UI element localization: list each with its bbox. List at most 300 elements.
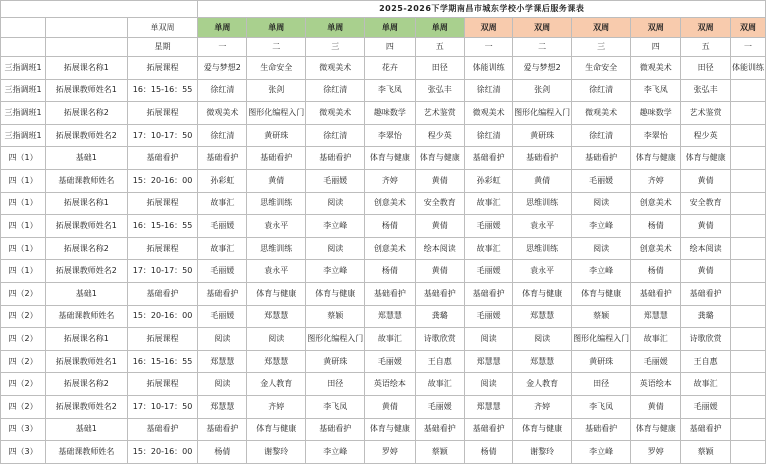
tail-cell[interactable] (730, 395, 765, 418)
single-week-cell[interactable]: 谢黎玲 (247, 441, 306, 464)
single-week-cell[interactable]: 艺术鉴赏 (415, 102, 465, 125)
double-week-cell[interactable]: 郑慧慧 (465, 395, 513, 418)
single-week-cell[interactable]: 微观美术 (306, 57, 365, 80)
single-week-cell[interactable]: 黄倩 (415, 260, 465, 283)
double-week-cell[interactable]: 郑慧慧 (631, 305, 681, 328)
double-week-cell[interactable]: 蔡颖 (572, 305, 631, 328)
single-week-cell[interactable]: 体育与健康 (247, 418, 306, 441)
class-cell[interactable]: 四（2） (1, 395, 46, 418)
double-week-cell[interactable]: 创意美术 (631, 192, 681, 215)
single-week-cell[interactable]: 绘本阅读 (415, 237, 465, 260)
double-week-cell[interactable]: 诗歌欣赏 (681, 328, 731, 351)
single-week-cell[interactable]: 毛丽媛 (365, 350, 415, 373)
single-week-cell[interactable]: 创意美术 (365, 237, 415, 260)
class-cell[interactable]: 四（1） (1, 169, 46, 192)
single-week-cell[interactable]: 故事汇 (198, 237, 247, 260)
double-week-cell[interactable]: 杨倩 (465, 441, 513, 464)
double-week-cell[interactable]: 体育与健康 (572, 282, 631, 305)
single-week-cell[interactable]: 王自惠 (415, 350, 465, 373)
item-cell[interactable]: 拓展课名称2 (46, 237, 127, 260)
single-week-cell[interactable]: 基础看护 (306, 418, 365, 441)
single-week-cell[interactable]: 基础看护 (415, 418, 465, 441)
single-week-cell[interactable]: 杨倩 (365, 215, 415, 238)
double-week-cell[interactable]: 郑慧慧 (465, 350, 513, 373)
single-week-cell[interactable]: 徐红清 (306, 124, 365, 147)
tail-cell[interactable] (730, 350, 765, 373)
double-week-cell[interactable]: 微观美术 (572, 102, 631, 125)
time-cell[interactable]: 拓展课程 (127, 373, 198, 396)
weekday-header[interactable]: 一 (465, 38, 513, 57)
double-week-cell[interactable]: 黄倩 (681, 215, 731, 238)
table-row (1, 79, 766, 102)
time-cell[interactable]: 17：10-17：50 (127, 124, 198, 147)
double-week-header[interactable]: 双周 (465, 18, 513, 38)
double-week-cell[interactable]: 体育与健康 (513, 418, 572, 441)
double-week-cell[interactable]: 生命安全 (572, 57, 631, 80)
double-week-cell[interactable]: 故事汇 (465, 237, 513, 260)
single-week-cell[interactable]: 阅读 (306, 237, 365, 260)
double-week-cell[interactable]: 故事汇 (465, 192, 513, 215)
item-cell[interactable]: 拓展课名称1 (46, 328, 127, 351)
single-week-cell[interactable]: 孙彩虹 (198, 169, 247, 192)
double-week-cell[interactable]: 创意美术 (631, 237, 681, 260)
double-week-cell[interactable]: 毛丽媛 (681, 395, 731, 418)
single-week-cell[interactable]: 图形化编程入门 (247, 102, 306, 125)
class-cell[interactable]: 四（2） (1, 350, 46, 373)
double-week-cell[interactable]: 张剑 (513, 79, 572, 102)
table-row (1, 237, 766, 260)
single-week-cell[interactable]: 郑慧慧 (198, 350, 247, 373)
header-blank-class[interactable] (1, 18, 46, 38)
double-week-cell[interactable]: 郑慧慧 (513, 350, 572, 373)
single-week-cell[interactable]: 毛丽媛 (415, 395, 465, 418)
double-week-cell[interactable]: 爱与梦想2 (513, 57, 572, 80)
single-week-cell[interactable]: 黄研珠 (306, 350, 365, 373)
class-cell[interactable]: 四（3） (1, 418, 46, 441)
double-week-cell[interactable]: 龚璐 (681, 305, 731, 328)
weekday-header[interactable]: 三 (572, 38, 631, 57)
double-week-cell[interactable]: 基础看护 (465, 147, 513, 170)
item-cell[interactable]: 基础课教师姓名 (46, 441, 127, 464)
double-week-cell[interactable]: 袁永平 (513, 260, 572, 283)
tail-cell[interactable] (730, 124, 765, 147)
single-week-cell[interactable]: 故事汇 (365, 328, 415, 351)
class-cell[interactable]: 四（1） (1, 215, 46, 238)
class-cell[interactable]: 四（2） (1, 305, 46, 328)
table-row (1, 328, 766, 351)
single-week-cell[interactable]: 趣味数学 (365, 102, 415, 125)
item-cell[interactable]: 基础1 (46, 147, 127, 170)
double-week-cell[interactable]: 黄倩 (631, 395, 681, 418)
single-week-cell[interactable]: 杨倩 (365, 260, 415, 283)
double-week-cell[interactable]: 齐婷 (631, 169, 681, 192)
single-week-cell[interactable]: 黄倩 (415, 169, 465, 192)
single-week-cell[interactable]: 袁永平 (247, 260, 306, 283)
single-week-cell[interactable]: 黄倩 (365, 395, 415, 418)
double-week-cell[interactable]: 基础看护 (572, 418, 631, 441)
single-week-cell[interactable]: 阅读 (198, 373, 247, 396)
double-week-cell[interactable]: 微观美术 (631, 57, 681, 80)
item-cell[interactable]: 拓展课名称2 (46, 373, 127, 396)
double-week-cell[interactable]: 徐红清 (465, 124, 513, 147)
tail-cell[interactable] (730, 282, 765, 305)
double-week-cell[interactable]: 孙彩虹 (465, 169, 513, 192)
time-cell[interactable]: 基础看护 (127, 282, 198, 305)
item-cell[interactable]: 基础课教师姓名 (46, 169, 127, 192)
single-week-cell[interactable]: 毛丽媛 (198, 215, 247, 238)
time-cell[interactable]: 拓展课程 (127, 192, 198, 215)
single-week-cell[interactable]: 英语绘本 (365, 373, 415, 396)
single-week-cell[interactable]: 袁永平 (247, 215, 306, 238)
double-week-cell[interactable]: 基础看护 (631, 282, 681, 305)
double-week-cell[interactable]: 田径 (681, 57, 731, 80)
corner-blank (1, 1, 198, 18)
tail-cell[interactable] (730, 102, 765, 125)
double-week-cell[interactable]: 图形化编程入门 (572, 328, 631, 351)
double-week-cell[interactable]: 基础看护 (465, 282, 513, 305)
double-week-cell[interactable]: 思维训练 (513, 192, 572, 215)
header-blank-class-2[interactable] (1, 38, 46, 57)
single-week-cell[interactable]: 徐红清 (306, 79, 365, 102)
double-week-cell[interactable]: 故事汇 (631, 328, 681, 351)
double-week-cell[interactable]: 毛丽媛 (572, 169, 631, 192)
table-row (1, 192, 766, 215)
tail-cell[interactable] (730, 328, 765, 351)
item-cell[interactable]: 拓展课名称1 (46, 192, 127, 215)
double-week-cell[interactable]: 基础看护 (572, 147, 631, 170)
weekday-label[interactable]: 星期 (127, 38, 198, 57)
double-week-cell[interactable]: 杨倩 (631, 260, 681, 283)
single-week-cell[interactable]: 花卉 (365, 57, 415, 80)
single-week-cell[interactable]: 爱与梦想2 (198, 57, 247, 80)
single-week-cell[interactable]: 体育与健康 (365, 418, 415, 441)
header-blank-item-2[interactable] (46, 38, 127, 57)
double-week-cell[interactable]: 绘本阅读 (681, 237, 731, 260)
tail-cell[interactable]: 体能训练 (730, 57, 765, 80)
double-week-header[interactable]: 双周 (572, 18, 631, 38)
class-cell[interactable]: 四（2） (1, 282, 46, 305)
item-cell[interactable]: 拓展课教师姓名2 (46, 260, 127, 283)
double-week-cell[interactable]: 王自惠 (681, 350, 731, 373)
double-week-cell[interactable]: 思维训练 (513, 237, 572, 260)
item-cell[interactable]: 拓展课教师姓名2 (46, 395, 127, 418)
time-cell[interactable]: 拓展课程 (127, 328, 198, 351)
single-week-cell[interactable]: 蔡颖 (415, 441, 465, 464)
double-week-cell[interactable]: 基础看护 (681, 282, 731, 305)
table-row (1, 282, 766, 305)
weekday-header[interactable]: 一 (198, 38, 247, 57)
single-week-cell[interactable]: 毛丽媛 (198, 260, 247, 283)
time-cell[interactable]: 15：20-16：00 (127, 169, 198, 192)
item-cell[interactable]: 拓展课名称1 (46, 57, 127, 80)
single-week-cell[interactable]: 基础看护 (198, 282, 247, 305)
single-week-cell[interactable]: 诗歌欣赏 (415, 328, 465, 351)
double-week-cell[interactable]: 黄倩 (681, 169, 731, 192)
single-week-cell[interactable]: 徐红清 (198, 79, 247, 102)
tail-cell[interactable] (730, 79, 765, 102)
double-week-cell[interactable]: 基础看护 (681, 418, 731, 441)
single-week-cell[interactable]: 龚璐 (415, 305, 465, 328)
item-cell[interactable]: 拓展课教师姓名2 (46, 124, 127, 147)
double-week-cell[interactable]: 微观美术 (465, 102, 513, 125)
single-week-cell[interactable]: 阅读 (306, 192, 365, 215)
double-week-cell[interactable]: 体育与健康 (631, 147, 681, 170)
table-row (1, 57, 766, 80)
double-week-cell[interactable]: 李立峰 (572, 441, 631, 464)
double-week-cell[interactable]: 阅读 (513, 328, 572, 351)
double-week-cell[interactable]: 谢黎玲 (513, 441, 572, 464)
double-week-cell[interactable]: 毛丽媛 (465, 260, 513, 283)
double-week-cell[interactable]: 李飞凤 (572, 395, 631, 418)
single-week-cell[interactable]: 郑慧慧 (247, 305, 306, 328)
single-week-header[interactable]: 单周 (247, 18, 306, 38)
item-cell[interactable]: 拓展课教师姓名1 (46, 215, 127, 238)
single-week-cell[interactable]: 微观美术 (306, 102, 365, 125)
double-week-cell[interactable]: 阅读 (465, 373, 513, 396)
double-week-cell[interactable]: 徐红清 (465, 79, 513, 102)
single-week-cell[interactable]: 金人教育 (247, 373, 306, 396)
double-week-cell[interactable]: 李飞凤 (631, 79, 681, 102)
time-cell[interactable]: 16：15-16：55 (127, 79, 198, 102)
double-week-cell[interactable]: 田径 (572, 373, 631, 396)
weekday-header[interactable]: 二 (247, 38, 306, 57)
class-cell[interactable]: 三指调班1 (1, 79, 46, 102)
double-week-cell[interactable]: 趣味数学 (631, 102, 681, 125)
class-cell[interactable]: 三指调班1 (1, 57, 46, 80)
double-week-cell[interactable]: 体育与健康 (681, 147, 731, 170)
double-week-cell[interactable]: 黄倩 (513, 169, 572, 192)
double-week-cell[interactable]: 阅读 (572, 237, 631, 260)
double-week-header[interactable]: 双周 (513, 18, 572, 38)
tail-cell[interactable] (730, 305, 765, 328)
double-week-cell[interactable]: 罗婷 (631, 441, 681, 464)
single-week-cell[interactable]: 体育与健康 (306, 282, 365, 305)
single-week-cell[interactable]: 基础看护 (415, 282, 465, 305)
class-cell[interactable]: 四（1） (1, 192, 46, 215)
double-week-cell[interactable]: 徐红清 (572, 79, 631, 102)
single-week-cell[interactable]: 黄倩 (247, 169, 306, 192)
table-row (1, 147, 766, 170)
tail-cell[interactable] (730, 260, 765, 283)
double-week-cell[interactable]: 英语绘本 (631, 373, 681, 396)
single-week-cell[interactable]: 田径 (306, 373, 365, 396)
item-cell[interactable]: 基础1 (46, 418, 127, 441)
single-week-cell[interactable]: 李飞凤 (365, 79, 415, 102)
double-week-cell[interactable]: 基础看护 (465, 418, 513, 441)
single-week-cell[interactable]: 基础看护 (247, 147, 306, 170)
single-week-cell[interactable]: 思维训练 (247, 237, 306, 260)
double-week-cell[interactable]: 艺术鉴赏 (681, 102, 731, 125)
single-week-cell[interactable]: 体育与健康 (247, 282, 306, 305)
table-row (1, 395, 766, 418)
tail-cell[interactable] (730, 441, 765, 464)
double-week-cell[interactable]: 黄倩 (681, 260, 731, 283)
single-week-cell[interactable]: 齐婷 (365, 169, 415, 192)
double-week-cell[interactable]: 体育与健康 (631, 418, 681, 441)
double-week-cell[interactable]: 蔡颖 (681, 441, 731, 464)
single-week-cell[interactable]: 张弘丰 (415, 79, 465, 102)
class-cell[interactable]: 四（2） (1, 328, 46, 351)
table-row (1, 169, 766, 192)
single-week-cell[interactable]: 阅读 (198, 328, 247, 351)
double-week-cell[interactable]: 故事汇 (681, 373, 731, 396)
double-week-cell[interactable]: 基础看护 (513, 147, 572, 170)
time-cell[interactable]: 15：20-16：00 (127, 441, 198, 464)
class-cell[interactable]: 四（2） (1, 373, 46, 396)
header-blank-item[interactable] (46, 18, 127, 38)
single-week-cell[interactable]: 杨倩 (198, 441, 247, 464)
single-week-cell[interactable]: 基础看护 (198, 147, 247, 170)
class-cell[interactable]: 三指调班1 (1, 102, 46, 125)
double-week-cell[interactable]: 阅读 (572, 192, 631, 215)
single-week-cell[interactable]: 李立峰 (306, 215, 365, 238)
table-row (1, 350, 766, 373)
class-cell[interactable]: 四（1） (1, 237, 46, 260)
weekday-header[interactable]: 三 (306, 38, 365, 57)
single-week-cell[interactable]: 李立峰 (306, 260, 365, 283)
double-week-cell[interactable]: 郑慧慧 (513, 305, 572, 328)
single-week-cell[interactable]: 程少英 (415, 124, 465, 147)
time-cell[interactable]: 16：15-16：55 (127, 350, 198, 373)
table-row (1, 418, 766, 441)
time-cell[interactable]: 基础看护 (127, 418, 198, 441)
single-week-cell[interactable]: 徐红清 (198, 124, 247, 147)
double-week-cell[interactable]: 体能训练 (465, 57, 513, 80)
time-cell[interactable]: 拓展课程 (127, 102, 198, 125)
time-cell[interactable]: 拓展课程 (127, 57, 198, 80)
single-week-header[interactable]: 单周 (415, 18, 465, 38)
double-week-cell[interactable]: 金人教育 (513, 373, 572, 396)
table-row (1, 441, 766, 464)
time-cell[interactable]: 基础看护 (127, 147, 198, 170)
single-week-cell[interactable]: 阅读 (247, 328, 306, 351)
table-row (1, 305, 766, 328)
tail-cell[interactable] (730, 215, 765, 238)
double-week-cell[interactable]: 毛丽媛 (465, 215, 513, 238)
double-week-header[interactable]: 双周 (730, 18, 765, 38)
tail-cell[interactable] (730, 237, 765, 260)
double-week-cell[interactable]: 程少英 (681, 124, 731, 147)
double-week-cell[interactable]: 李翠怡 (631, 124, 681, 147)
tail-cell[interactable] (730, 373, 765, 396)
single-week-cell[interactable]: 蔡颖 (306, 305, 365, 328)
table-row (1, 124, 766, 147)
single-week-cell[interactable]: 微观美术 (198, 102, 247, 125)
single-week-cell[interactable]: 张剑 (247, 79, 306, 102)
class-cell[interactable]: 四（1） (1, 260, 46, 283)
table-row (1, 215, 766, 238)
item-cell[interactable]: 拓展课名称2 (46, 102, 127, 125)
weekday-header[interactable]: 二 (513, 38, 572, 57)
single-week-cell[interactable]: 齐婷 (247, 395, 306, 418)
double-week-cell[interactable]: 张弘丰 (681, 79, 731, 102)
single-week-cell[interactable]: 郑慧慧 (365, 305, 415, 328)
weekday-header[interactable]: 一 (730, 38, 765, 57)
table-row (1, 373, 766, 396)
single-week-cell[interactable]: 生命安全 (247, 57, 306, 80)
single-week-cell[interactable]: 基础看护 (365, 282, 415, 305)
double-week-cell[interactable]: 徐红清 (572, 124, 631, 147)
double-week-cell[interactable]: 李立峰 (572, 215, 631, 238)
single-week-cell[interactable]: 郑慧慧 (198, 395, 247, 418)
item-cell[interactable]: 拓展课教师姓名1 (46, 79, 127, 102)
single-week-cell[interactable]: 李立峰 (306, 441, 365, 464)
weekday-header[interactable]: 五 (681, 38, 731, 57)
single-week-header[interactable]: 单周 (306, 18, 365, 38)
weekday-header[interactable]: 四 (365, 38, 415, 57)
single-week-cell[interactable]: 故事汇 (198, 192, 247, 215)
double-week-cell[interactable]: 图形化编程入门 (513, 102, 572, 125)
single-week-header[interactable]: 单周 (198, 18, 247, 38)
single-week-cell[interactable]: 基础看护 (306, 147, 365, 170)
double-week-cell[interactable]: 毛丽媛 (465, 305, 513, 328)
single-week-cell[interactable]: 罗婷 (365, 441, 415, 464)
double-week-cell[interactable]: 袁永平 (513, 215, 572, 238)
class-cell[interactable]: 四（1） (1, 147, 46, 170)
single-week-cell[interactable]: 故事汇 (415, 373, 465, 396)
table-row (1, 102, 766, 125)
single-week-cell[interactable]: 体育与健康 (415, 147, 465, 170)
tail-cell[interactable] (730, 192, 765, 215)
table-row (1, 260, 766, 283)
week-type-label[interactable]: 单双周 (127, 18, 198, 38)
single-week-cell[interactable]: 李翠怡 (365, 124, 415, 147)
item-cell[interactable]: 基础1 (46, 282, 127, 305)
single-week-cell[interactable]: 毛丽媛 (306, 169, 365, 192)
double-week-header[interactable]: 双周 (681, 18, 731, 38)
single-week-cell[interactable]: 基础看护 (198, 418, 247, 441)
class-cell[interactable]: 四（3） (1, 441, 46, 464)
single-week-cell[interactable]: 体育与健康 (365, 147, 415, 170)
single-week-cell[interactable]: 田径 (415, 57, 465, 80)
single-week-cell[interactable]: 黄研珠 (247, 124, 306, 147)
double-week-header[interactable]: 双周 (631, 18, 681, 38)
time-cell[interactable]: 16：15-16：55 (127, 215, 198, 238)
single-week-header[interactable]: 单周 (365, 18, 415, 38)
double-week-cell[interactable]: 李立峰 (572, 260, 631, 283)
double-week-cell[interactable]: 阅读 (465, 328, 513, 351)
page-title: 2025-2026下学期南昌市城东学校小学课后服务课表 (198, 1, 766, 18)
weekday-header[interactable]: 四 (631, 38, 681, 57)
single-week-cell[interactable]: 安全教育 (415, 192, 465, 215)
time-cell[interactable]: 17：10-17：50 (127, 395, 198, 418)
double-week-cell[interactable]: 杨倩 (631, 215, 681, 238)
double-week-cell[interactable]: 毛丽媛 (631, 350, 681, 373)
class-cell[interactable]: 三指调班1 (1, 124, 46, 147)
double-week-cell[interactable]: 齐婷 (513, 395, 572, 418)
weekday-header[interactable]: 五 (415, 38, 465, 57)
double-week-cell[interactable]: 黄研珠 (572, 350, 631, 373)
double-week-cell[interactable]: 安全教育 (681, 192, 731, 215)
item-cell[interactable]: 拓展课教师姓名1 (46, 350, 127, 373)
single-week-cell[interactable]: 思维训练 (247, 192, 306, 215)
time-cell[interactable]: 15：20-16：00 (127, 305, 198, 328)
single-week-cell[interactable]: 黄倩 (415, 215, 465, 238)
double-week-cell[interactable]: 体育与健康 (513, 282, 572, 305)
tail-cell[interactable] (730, 169, 765, 192)
item-cell[interactable]: 基础课教师姓名 (46, 305, 127, 328)
tail-cell[interactable] (730, 418, 765, 441)
double-week-cell[interactable]: 黄研珠 (513, 124, 572, 147)
single-week-cell[interactable]: 图形化编程入门 (306, 328, 365, 351)
time-cell[interactable]: 17：10-17：50 (127, 260, 198, 283)
single-week-cell[interactable]: 李飞凤 (306, 395, 365, 418)
single-week-cell[interactable]: 毛丽媛 (198, 305, 247, 328)
single-week-cell[interactable]: 郑慧慧 (247, 350, 306, 373)
time-cell[interactable]: 拓展课程 (127, 237, 198, 260)
tail-cell[interactable] (730, 147, 765, 170)
single-week-cell[interactable]: 创意美术 (365, 192, 415, 215)
